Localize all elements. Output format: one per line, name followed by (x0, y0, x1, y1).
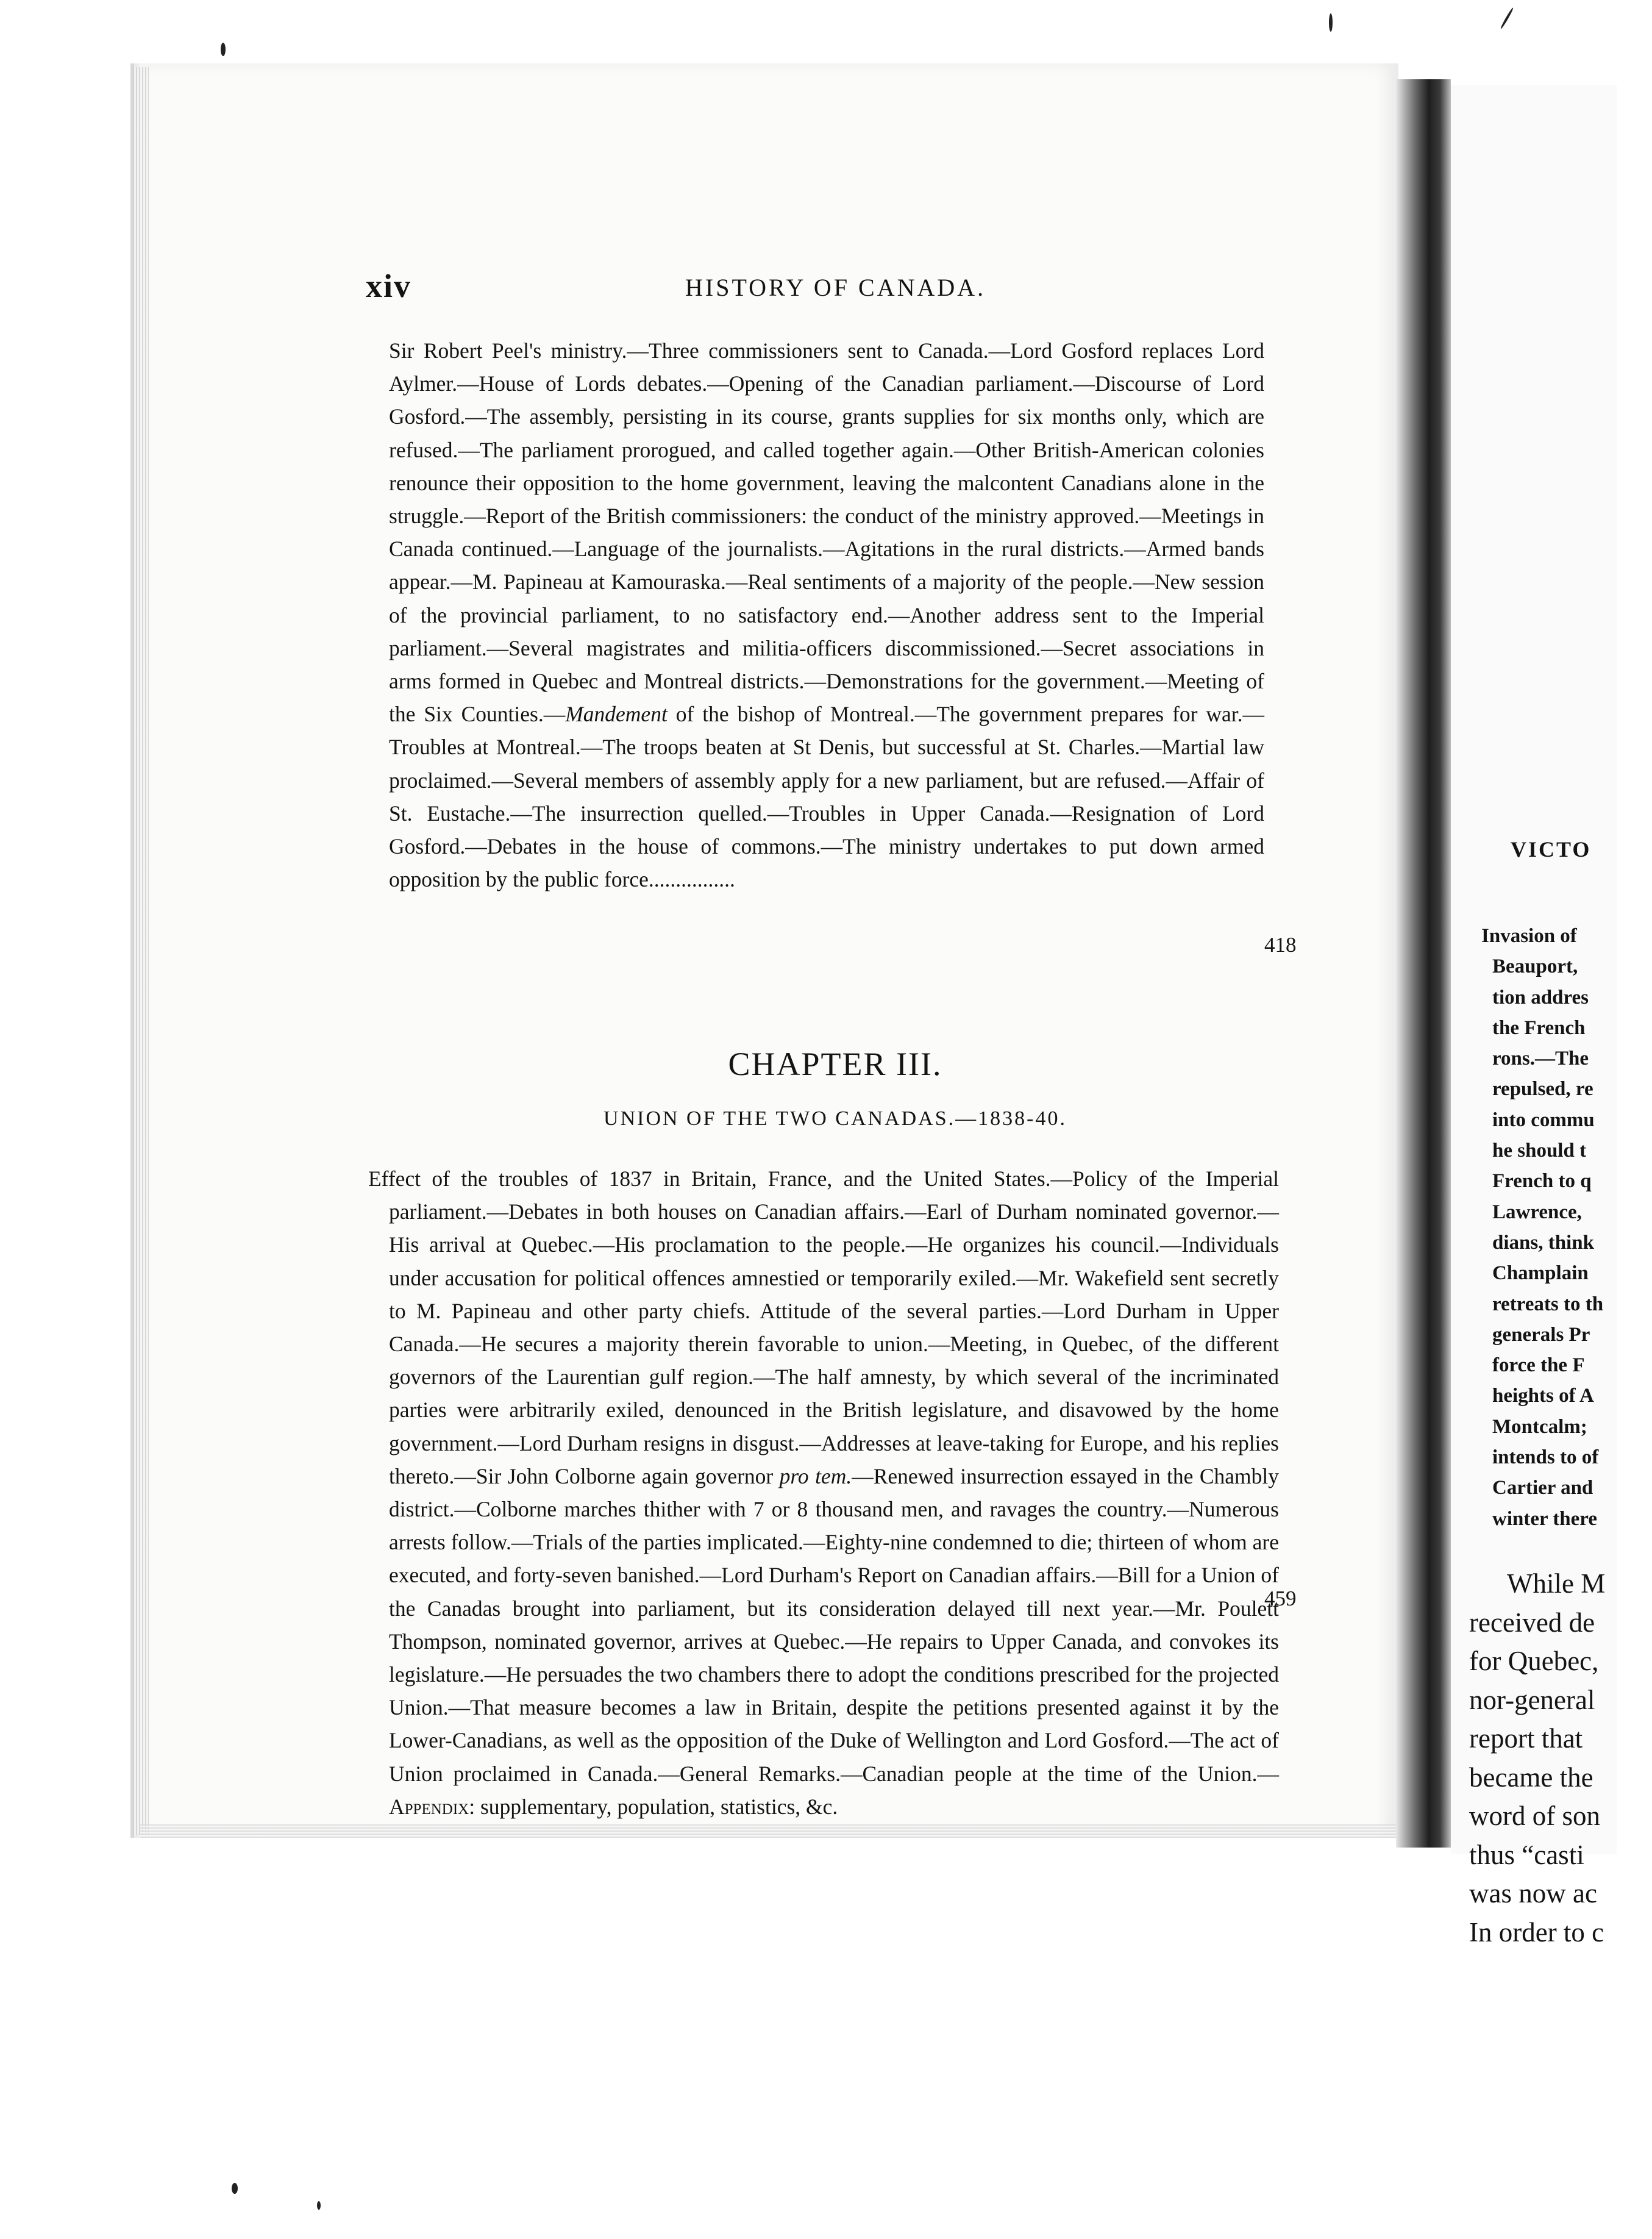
appendix-label: Appendix (389, 1794, 469, 1819)
right-contents-line: Montcalm; (1492, 1415, 1587, 1438)
right-contents-line: winter there (1492, 1507, 1597, 1530)
right-body-line: nor-general (1469, 1684, 1595, 1715)
running-head (0, 267, 1617, 316)
right-body-line: word of son (1469, 1801, 1600, 1831)
right-body-line: While M (1507, 1568, 1606, 1599)
chapter-contents-text-3: : supplementary, population, statistics, &c. (469, 1794, 838, 1819)
right-contents-line: tion addres (1492, 986, 1589, 1009)
chapter-page-ref: 459 (1264, 1587, 1297, 1610)
contents-dash: — (543, 702, 566, 727)
right-contents-line: generals Pr (1492, 1323, 1590, 1346)
previous-chapter-contents (389, 334, 1264, 896)
chapter-contents-italic-term: pro tem. (779, 1463, 852, 1488)
right-contents-line: the French (1492, 1016, 1586, 1039)
contents-text: Sir Robert Peel's ministry.—Three commissioners sent to Canada.—Lord Gosford replaces Lord Aylmer.—House of Lords debates.—Opening of the Canadian parliament.—Discourse of Lord Gosford.—The assembly, persisting in its course, grants supplies for six months only, which are refused.—The parliament prorogued, and called together again.—Other British-American colonies renounce their opposition to the home government, leaving the malcontent Canadians alone in the struggle.—Report of the British commissioners: the conduct of the ministry approved.—Meetings in Canada continued.—Language of the journalists.—Agitations in the rural districts.—Armed bands appear.—M. Papineau at Kamouraska.—Real sentiments of a majority of the people.—New session of the provincial parliament, to no satisfactory end.—Another address sent to the Imperial parliament.—Several magistrates and militia-officers discommissioned.—Secret associations in arms formed in Quebec and Montreal districts.—Demonstrations for the government.—Meeting of the Six Counties. (389, 338, 1264, 727)
right-contents-line: Lawrence, (1492, 1201, 1582, 1223)
book-gutter (1396, 79, 1451, 1848)
right-page (1451, 85, 1617, 1948)
right-contents-line: into commu (1492, 1109, 1595, 1131)
right-body-line: became the (1469, 1762, 1593, 1793)
right-contents-line: he should t (1492, 1140, 1587, 1162)
chapter-subtitle: UNION OF THE TWO CANADAS.—1838-40. (603, 1107, 1067, 1130)
scan-speck (317, 2201, 321, 2210)
right-contents-line: repulsed, re (1492, 1078, 1593, 1101)
contents-italic-term: Mandement (565, 702, 668, 727)
right-chapter-contents (1481, 921, 1652, 1534)
right-body-line: received de (1469, 1607, 1595, 1638)
right-body-line: report that (1469, 1723, 1583, 1754)
previous-chapter-page-ref: 418 (1264, 933, 1297, 957)
right-body-line: for Quebec, (1469, 1646, 1599, 1676)
chapter-contents (368, 1162, 1279, 1823)
bottom-page-edge (140, 1824, 1402, 1838)
scan-speck (221, 43, 226, 56)
right-body-line: thus “casti (1469, 1839, 1584, 1870)
right-contents-line: Champlain (1492, 1262, 1589, 1285)
right-contents-line: Beauport, (1492, 955, 1578, 978)
right-contents-line: Cartier and (1492, 1477, 1593, 1499)
chapter-contents-text: Effect of the troubles of 1837 in Britain, France, and the United States.—Policy of the Imperial parliament.—Debates in both houses on Canadian affairs.—Earl of Durham nominated governor.—His arrival at Quebec.—His proclamation to the people.—He organizes his council.—Individuals under accusation for political offences amnestied or temporarily exiled.—Mr. Wakefield sent secretly to M. Papineau and other party chiefs. Attitude of the several parties.—Lord Durham in Upper Canada.—He secures a majority therein favorable to union.—Meeting, in Quebec, of the different governors of the Laurentian gulf region.—The half amnesty, by which several of the incriminated parties were arbitrarily exiled, denounced in the British legislature, and disavowed by the home government.—Lord Durham resigns in disgust.—Addresses at leave-taking for Europe, and his replies thereto.—Sir John Colborne again governor (368, 1166, 1279, 1488)
right-body-line: was now ac (1469, 1878, 1597, 1909)
chapter-contents-text-2: —Renewed insurrection essayed in the Chambly district.—Colborne marches thither with 7 or 8 thousand men, and ravages the country.—Numerous arrests follow.—Trials of the parties implicated.—Eighty-nine condemned to die; thirteen of whom are executed, and forty-seven banished.—Lord Durham's Report on Canadian affairs.—Bill for a Union of the Canadas brought into parliament, but its consideration delayed till next year.—Mr. Poulett Thompson, nominated governor, arrives at Quebec.—He repairs to Upper Canada, and convokes its legislature.—He persuades the two chambers there to adopt the conditions prescribed for the projected Union.—That measure becomes a law in Britain, despite the petitions presented against it by the Lower-Canadians, as well as the opposition of the Duke of Wellington and Lord Gosford.—The act of Union proclaimed in Canada.—General Remarks.—Canadian people at the time of the Union.— (389, 1463, 1279, 1786)
scan-speck (232, 2183, 238, 2194)
contents-text-tail: of the bishop of Montreal.—The government prepares for war.—Troubles at Montreal.—The troops beaten at St Denis, but successful at St. Charles.—Martial law proclaimed.—Several members of assembly apply for a new parliament, but are refused.—Affair of St. Eustache.—The insurrection quelled.—Troubles in Upper Canada.—Resignation of Lord Gosford.—Debates in the house of commons.—The ministry undertakes to put down armed opposition by the public force................ (389, 702, 1264, 892)
chapter-heading: CHAPTER III. (728, 1046, 942, 1082)
right-running-head: VICTO (1511, 837, 1592, 862)
page-folio: xiv (366, 268, 412, 304)
right-contents-line: rons.—The (1492, 1048, 1589, 1070)
right-contents-line: dians, think (1492, 1231, 1594, 1254)
right-contents-line: heights of A (1492, 1385, 1594, 1407)
right-contents-line: retreats to th (1492, 1293, 1604, 1315)
right-contents-line: force the F (1492, 1354, 1585, 1377)
right-body-text (1469, 1565, 1652, 1952)
running-title: HISTORY OF CANADA. (685, 274, 986, 301)
scan-speck (1329, 13, 1333, 32)
right-contents-line: intends to of (1492, 1446, 1599, 1469)
right-body-line: In order to c (1469, 1916, 1604, 1948)
right-contents-line: Invasion of (1481, 925, 1577, 947)
right-contents-line: French to q (1492, 1170, 1592, 1193)
left-page-edge (133, 67, 149, 1835)
